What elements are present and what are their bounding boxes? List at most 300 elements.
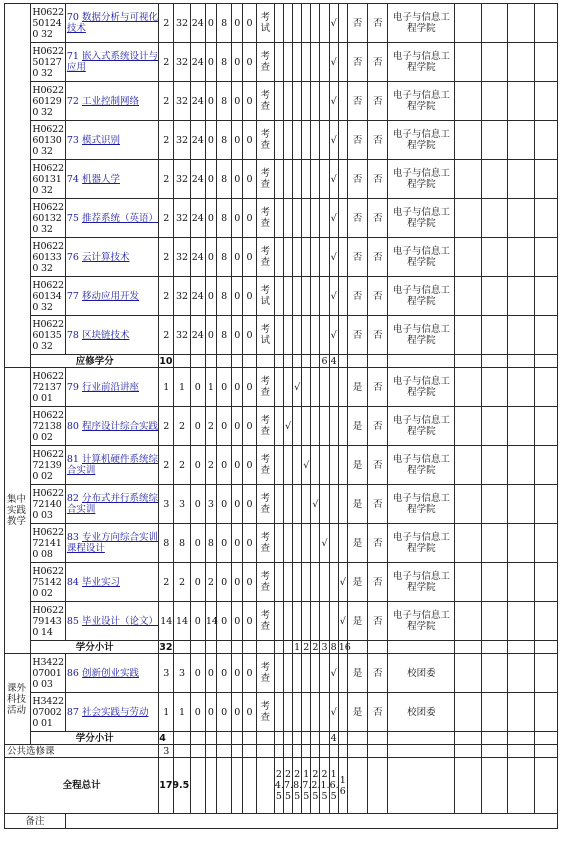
term-4-grand-total: 17.5 <box>302 758 311 814</box>
blank-cell <box>455 446 481 485</box>
public-elective-label: 公共选修课 <box>5 745 159 758</box>
course-name-cell <box>65 82 158 121</box>
course-c2: 0 <box>243 199 256 238</box>
course-name-cell <box>65 316 158 355</box>
term-5-total: 2 <box>312 641 319 653</box>
term-5-cell <box>311 368 320 407</box>
term-check-mark: √ <box>329 160 338 199</box>
course-c1: 0 <box>232 4 243 43</box>
term-2-cell <box>283 693 292 732</box>
course-number: 79 <box>66 381 79 393</box>
blank-cell <box>508 485 534 524</box>
course-lec: 24 <box>190 121 205 160</box>
course-number: 84 <box>66 576 79 588</box>
term-3-cell <box>293 82 302 121</box>
blank-cell <box>481 693 507 732</box>
blank-cell <box>302 745 311 758</box>
course-code: H0622751420 02 <box>31 563 65 602</box>
course-name-cell <box>65 238 158 277</box>
term-4-cell <box>302 602 311 641</box>
course-plan-table <box>4 3 558 829</box>
course-number: 74 <box>66 173 79 185</box>
subtotal-row <box>5 355 558 368</box>
course-c2: 0 <box>243 407 256 446</box>
other-flag: 否 <box>368 446 388 485</box>
course-c1: 0 <box>232 160 243 199</box>
blank-cell <box>388 745 455 758</box>
blank-cell <box>190 745 205 758</box>
course-name-cell <box>65 602 158 641</box>
term-6-cell <box>320 693 329 732</box>
term-4-cell <box>302 82 311 121</box>
course-credit: 1 <box>159 368 174 407</box>
term-7-cell <box>329 563 338 602</box>
term-6-cell <box>320 199 329 238</box>
term-5-total <box>311 355 320 368</box>
department: 电子与信息工程学院 <box>388 446 455 485</box>
blank-cell <box>508 758 534 814</box>
course-code: H0622601300 32 <box>31 121 65 160</box>
required-flag: 是 <box>347 563 367 602</box>
term-3-cell <box>293 43 302 82</box>
department: 电子与信息工程学院 <box>388 4 455 43</box>
course-c1: 0 <box>232 446 243 485</box>
term-check-mark: √ <box>329 277 338 316</box>
blank-cell <box>243 355 256 368</box>
blank-cell <box>388 732 455 745</box>
blank-cell <box>368 355 388 368</box>
blank-cell <box>508 641 534 654</box>
term-1-total <box>274 641 283 654</box>
blank-cell <box>508 407 534 446</box>
blank-cell <box>534 43 558 82</box>
course-name-link[interactable]: 毕业实习 <box>81 576 120 588</box>
blank-cell <box>368 732 388 745</box>
course-name-link[interactable]: 行业前沿讲座 <box>81 381 139 393</box>
term-7-cell <box>329 524 338 563</box>
blank-cell <box>205 355 216 368</box>
required-flag: 是 <box>347 693 367 732</box>
course-hours: 32 <box>174 121 190 160</box>
term-1-cell <box>274 485 283 524</box>
course-credit: 3 <box>159 485 174 524</box>
course-name-link[interactable]: 移动应用开发 <box>81 290 139 302</box>
term-2-total <box>283 355 292 368</box>
term-8-cell <box>338 82 347 121</box>
blank-cell <box>190 758 205 814</box>
blank-cell <box>534 758 558 814</box>
course-code: H0622721410 08 <box>31 524 65 563</box>
blank-cell <box>534 238 558 277</box>
course-lec: 24 <box>190 43 205 82</box>
course-name-link[interactable]: 计算机硬件系统综合实训 <box>66 454 158 476</box>
course-name-link[interactable]: 模式识别 <box>81 134 120 146</box>
term-5-total <box>311 732 320 745</box>
term-4-cell <box>302 368 311 407</box>
course-code: H3422070010 03 <box>31 654 65 693</box>
course-hours: 32 <box>174 199 190 238</box>
course-exp: 0 <box>205 82 216 121</box>
course-hours: 32 <box>174 238 190 277</box>
course-name-cell <box>65 277 158 316</box>
course-credit: 2 <box>159 238 174 277</box>
blank-cell <box>232 355 243 368</box>
course-lec: 0 <box>190 602 205 641</box>
term-6-total: 3 <box>321 641 328 653</box>
blank-cell <box>455 199 481 238</box>
course-name-link[interactable]: 数据分析与可视化技术 <box>66 12 158 34</box>
course-row <box>5 238 558 277</box>
term-4-cell <box>302 238 311 277</box>
other-flag: 否 <box>368 485 388 524</box>
course-prac: 8 <box>217 4 232 43</box>
subtotal-label: 学分小计 <box>31 641 159 654</box>
term-3-cell <box>293 238 302 277</box>
term-5-cell <box>311 43 320 82</box>
course-name-link[interactable]: 创新创业实践 <box>81 667 139 679</box>
course-c1: 0 <box>232 368 243 407</box>
term-3-cell <box>293 446 302 485</box>
term-1-cell <box>274 602 283 641</box>
grand-total-row <box>5 758 558 814</box>
term-check-mark: √ <box>311 485 320 524</box>
term-5-cell <box>311 121 320 160</box>
assessment-type: 考查 <box>256 654 274 693</box>
course-exp: 0 <box>205 277 216 316</box>
course-code: H0622721380 02 <box>31 407 65 446</box>
blank-cell <box>256 641 274 654</box>
term-7-grand-total: 16.5 <box>329 758 338 814</box>
course-name-cell <box>65 4 158 43</box>
assessment-type: 考查 <box>256 602 274 641</box>
term-2-cell <box>283 563 292 602</box>
required-flag: 是 <box>347 654 367 693</box>
course-prac: 0 <box>217 563 232 602</box>
course-exp: 8 <box>205 524 216 563</box>
term-check-mark: √ <box>293 368 302 407</box>
course-c2: 0 <box>243 316 256 355</box>
course-prac: 0 <box>217 485 232 524</box>
course-lec: 24 <box>190 199 205 238</box>
course-name-link[interactable]: 程序设计综合实践 <box>81 420 158 432</box>
blank-cell <box>508 43 534 82</box>
course-number: 85 <box>66 615 79 627</box>
course-row <box>5 4 558 43</box>
assessment-type: 考查 <box>256 693 274 732</box>
course-name-cell <box>65 160 158 199</box>
course-number: 78 <box>66 329 79 341</box>
blank-cell <box>534 355 558 368</box>
blank-cell <box>508 316 534 355</box>
course-number: 70 <box>66 12 79 23</box>
assessment-type: 考查 <box>256 43 274 82</box>
term-2-total <box>283 641 292 654</box>
course-row <box>5 602 558 641</box>
course-c1: 0 <box>232 316 243 355</box>
course-prac: 8 <box>217 199 232 238</box>
department: 电子与信息工程学院 <box>388 199 455 238</box>
blank-cell <box>455 407 481 446</box>
blank-cell <box>338 745 347 758</box>
course-credit: 2 <box>159 407 174 446</box>
blank-cell <box>368 745 388 758</box>
other-flag: 否 <box>368 563 388 602</box>
blank-cell <box>481 121 507 160</box>
blank-cell <box>481 758 507 814</box>
course-name-link[interactable]: 嵌入式系统设计与应用 <box>66 51 158 73</box>
term-2-cell <box>283 316 292 355</box>
term-6-total: 6 <box>321 355 328 367</box>
term-8-cell <box>338 693 347 732</box>
assessment-type: 考查 <box>256 199 274 238</box>
blank-cell <box>232 641 243 654</box>
term-6-grand-total: 21.5 <box>320 758 329 814</box>
term-1-cell <box>274 524 283 563</box>
term-6-cell <box>320 316 329 355</box>
term-5-cell <box>311 199 320 238</box>
course-exp: 0 <box>205 693 216 732</box>
blank-cell <box>508 82 534 121</box>
term-2-cell <box>283 602 292 641</box>
blank-cell <box>508 524 534 563</box>
course-prac: 8 <box>217 121 232 160</box>
blank-cell <box>534 732 558 745</box>
blank-cell <box>256 745 274 758</box>
required-flag: 否 <box>347 199 367 238</box>
blank-cell <box>455 524 481 563</box>
course-row <box>5 407 558 446</box>
blank-cell <box>534 4 558 43</box>
blank-cell <box>481 199 507 238</box>
course-name-link[interactable]: 社会实践与劳动 <box>81 706 149 718</box>
course-prac: 0 <box>217 693 232 732</box>
term-check-mark: √ <box>329 4 338 43</box>
course-prac: 0 <box>217 407 232 446</box>
blank-cell <box>256 758 274 814</box>
term-check-mark: √ <box>329 43 338 82</box>
course-hours: 3 <box>174 654 190 693</box>
term-3-cell <box>293 602 302 641</box>
course-credit: 2 <box>159 160 174 199</box>
department: 电子与信息工程学院 <box>388 82 455 121</box>
other-flag: 否 <box>368 43 388 82</box>
department: 校团委 <box>388 654 455 693</box>
course-lec: 24 <box>190 82 205 121</box>
course-lec: 0 <box>190 524 205 563</box>
term-8-cell <box>338 316 347 355</box>
course-code: H0622721400 03 <box>31 485 65 524</box>
blank-cell <box>174 745 190 758</box>
course-name-link[interactable]: 毕业设计（论文） <box>81 615 158 627</box>
course-c2: 0 <box>243 693 256 732</box>
course-hours: 2 <box>174 563 190 602</box>
course-code: H0622501240 32 <box>31 4 65 43</box>
term-2-cell <box>283 43 292 82</box>
course-c2: 0 <box>243 277 256 316</box>
term-7-cell <box>329 368 338 407</box>
blank-cell <box>190 355 205 368</box>
course-credit: 2 <box>159 277 174 316</box>
blank-cell <box>243 745 256 758</box>
term-1-cell <box>274 82 283 121</box>
term-2-cell <box>283 485 292 524</box>
term-4-cell <box>302 693 311 732</box>
term-6-cell <box>320 277 329 316</box>
department: 校团委 <box>388 693 455 732</box>
course-name-link[interactable]: 专业方向综合实训课程设计 <box>66 532 158 554</box>
course-code: H0622601320 32 <box>31 199 65 238</box>
blank-cell <box>508 602 534 641</box>
course-exp: 14 <box>205 602 216 641</box>
blank-cell <box>455 316 481 355</box>
blank-cell <box>508 693 534 732</box>
course-prac: 8 <box>217 82 232 121</box>
term-6-cell <box>320 407 329 446</box>
term-2-cell <box>283 4 292 43</box>
term-1-cell <box>274 160 283 199</box>
course-name-link[interactable]: 区块链技术 <box>81 329 130 341</box>
course-hours: 32 <box>174 160 190 199</box>
required-flag: 是 <box>347 485 367 524</box>
subtotal-credit: 4 <box>159 732 174 745</box>
blank-cell <box>217 641 232 654</box>
blank-cell <box>481 563 507 602</box>
assessment-type: 考查 <box>256 407 274 446</box>
course-hours: 32 <box>174 277 190 316</box>
course-hours: 2 <box>174 407 190 446</box>
category-label: 课外科技活动 <box>5 654 31 745</box>
course-hours: 8 <box>174 524 190 563</box>
subtotal-credit: 32 <box>159 641 173 653</box>
term-8-cell <box>338 43 347 82</box>
other-flag: 否 <box>368 199 388 238</box>
term-3-total <box>293 355 302 368</box>
term-7-total: 8 <box>330 641 337 653</box>
term-4-cell <box>302 407 311 446</box>
term-1-cell <box>274 43 283 82</box>
course-number: 82 <box>66 493 79 504</box>
blank-cell <box>347 745 367 758</box>
term-1-cell <box>274 277 283 316</box>
term-1-cell <box>274 121 283 160</box>
course-credit: 2 <box>159 563 174 602</box>
blank-cell <box>508 563 534 602</box>
term-check-mark: √ <box>329 316 338 355</box>
required-flag: 是 <box>347 368 367 407</box>
course-number: 72 <box>66 95 79 107</box>
term-2-cell <box>283 121 292 160</box>
course-name-cell <box>65 43 158 82</box>
course-lec: 0 <box>190 654 205 693</box>
department: 电子与信息工程学院 <box>388 160 455 199</box>
term-check-mark: √ <box>329 654 338 693</box>
term-2-cell <box>283 368 292 407</box>
course-lec: 0 <box>190 485 205 524</box>
blank-cell <box>481 485 507 524</box>
blank-cell <box>455 121 481 160</box>
course-prac: 8 <box>217 277 232 316</box>
term-3-cell <box>293 485 302 524</box>
blank-cell <box>534 407 558 446</box>
subtotal-row <box>5 641 558 654</box>
term-1-cell <box>274 654 283 693</box>
blank-cell <box>534 524 558 563</box>
course-number: 86 <box>66 667 79 679</box>
term-3-total <box>293 732 302 745</box>
course-exp: 0 <box>205 160 216 199</box>
assessment-type: 考查 <box>256 368 274 407</box>
required-flag: 否 <box>347 277 367 316</box>
blank-cell <box>481 43 507 82</box>
required-flag: 否 <box>347 160 367 199</box>
blank-cell <box>534 368 558 407</box>
subtotal-label: 应修学分 <box>31 355 159 368</box>
course-c1: 0 <box>232 407 243 446</box>
course-name-link[interactable]: 机器人学 <box>81 173 120 185</box>
term-1-grand-total: 24.5 <box>274 758 283 814</box>
term-1-cell <box>274 199 283 238</box>
course-name-link[interactable]: 分布式并行系统综合实训 <box>66 493 158 515</box>
term-3-cell <box>293 199 302 238</box>
course-exp: 2 <box>205 563 216 602</box>
course-credit: 2 <box>159 446 174 485</box>
blank-cell <box>481 316 507 355</box>
blank-cell <box>455 4 481 43</box>
course-c2: 0 <box>243 368 256 407</box>
assessment-type: 考查 <box>256 446 274 485</box>
blank-cell <box>174 355 190 368</box>
term-3-cell <box>293 654 302 693</box>
term-5-cell <box>311 316 320 355</box>
course-name-cell <box>65 485 158 524</box>
course-code: H3422070020 01 <box>31 693 65 732</box>
remarks-content <box>65 814 557 829</box>
required-flag: 是 <box>347 407 367 446</box>
course-c2: 0 <box>243 446 256 485</box>
blank-cell <box>190 641 205 654</box>
term-3-cell <box>293 4 302 43</box>
blank-cell <box>455 758 481 814</box>
course-c2: 0 <box>243 602 256 641</box>
term-2-cell <box>283 524 292 563</box>
term-4-cell <box>302 563 311 602</box>
term-6-cell <box>320 238 329 277</box>
course-name-link[interactable]: 云计算技术 <box>81 251 130 263</box>
course-hours: 1 <box>174 368 190 407</box>
course-name-link[interactable]: 工业控制网络 <box>81 95 139 107</box>
course-row <box>5 446 558 485</box>
course-name-link[interactable]: 推荐系统（英语） <box>81 212 158 224</box>
term-4-cell <box>302 524 311 563</box>
required-flag: 否 <box>347 121 367 160</box>
department: 电子与信息工程学院 <box>388 563 455 602</box>
course-c1: 0 <box>232 199 243 238</box>
blank-cell <box>190 732 205 745</box>
blank-cell <box>455 43 481 82</box>
term-8-cell <box>338 654 347 693</box>
term-7-total: 4 <box>330 355 337 367</box>
term-1-cell <box>274 238 283 277</box>
blank-cell <box>534 693 558 732</box>
course-prac: 0 <box>217 446 232 485</box>
term-6-cell <box>320 4 329 43</box>
term-2-cell <box>283 82 292 121</box>
term-6-cell <box>320 82 329 121</box>
term-8-cell <box>338 524 347 563</box>
course-row <box>5 524 558 563</box>
course-c2: 0 <box>243 485 256 524</box>
blank-cell <box>508 160 534 199</box>
